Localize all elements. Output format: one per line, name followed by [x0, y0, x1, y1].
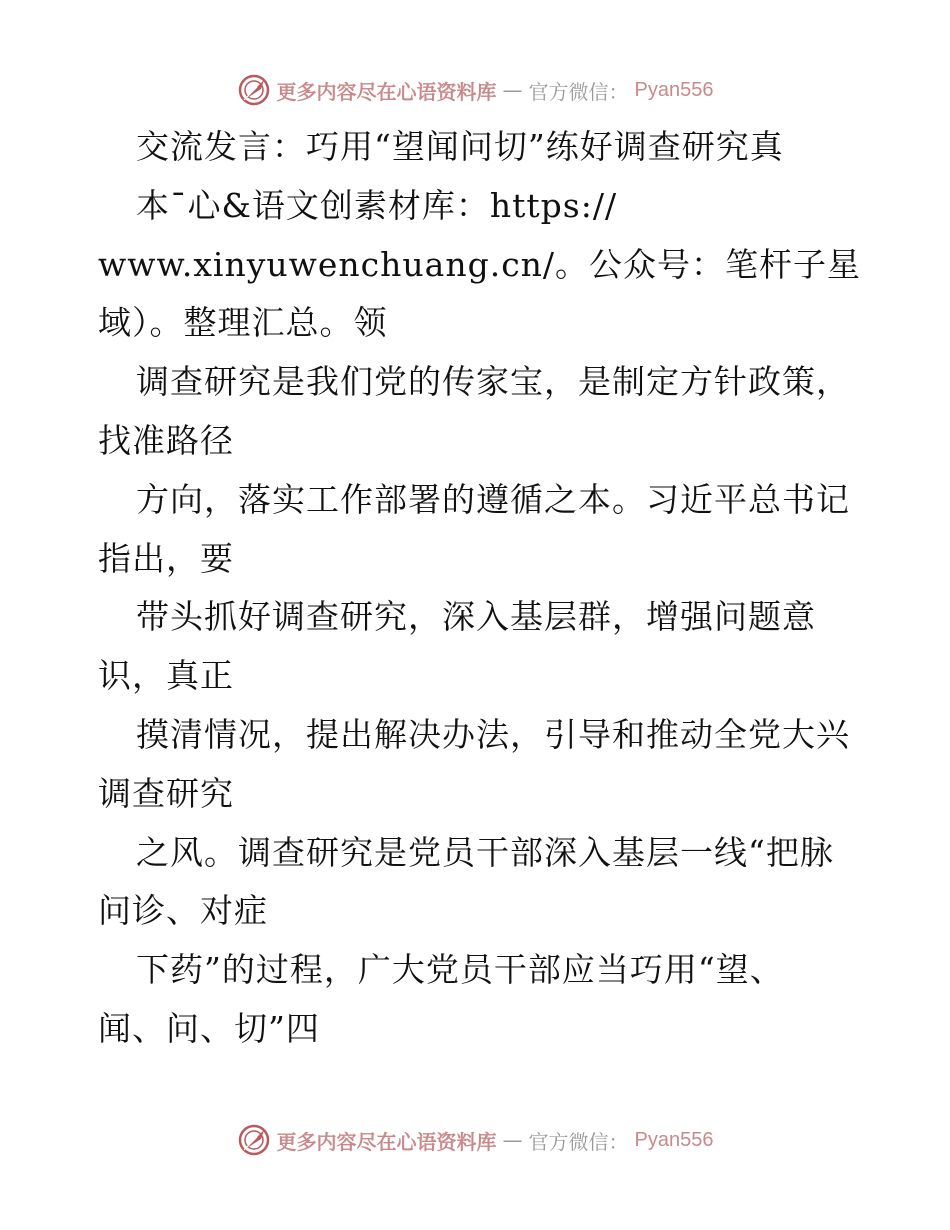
banner-brand-text: 更多内容尽在心语资料库: [276, 79, 497, 104]
body-line: 域）。整理汇总。领: [98, 303, 388, 343]
footer-wechat-label: 官方微信：: [528, 1129, 629, 1154]
body-line: 交流发言：巧用“望闻问切”练好调查研究真: [136, 127, 784, 166]
body-line: 方向，落实工作部署的遵循之本。习近平总书记: [136, 479, 850, 519]
banner-wechat-label: 官方微信：: [528, 79, 629, 104]
body-line: 下药”的过程，广大党员干部应当巧用“望、: [136, 950, 784, 990]
body-line: 调查研究是我们党的传家宝，是制定方针政策，: [136, 362, 850, 402]
footer-banner: [0, 1120, 950, 1160]
body-line: 本¯心&语文创素材库：https://: [136, 185, 618, 225]
quill-pen-logo-icon: [237, 73, 271, 107]
body-line: 之风。调查研究是党员干部深入基层一线“把脉: [136, 832, 834, 872]
body-line: 找准路径: [98, 420, 234, 460]
body-line: 识，真正: [98, 656, 234, 696]
body-line: 指出，要: [98, 538, 234, 578]
footer-wechat-id: Pyan556: [634, 1128, 714, 1151]
document-body: [98, 118, 878, 1059]
footer-dash: —: [502, 1128, 523, 1152]
body-line: 带头抓好调查研究，深入基层群，增强问题意: [136, 597, 816, 637]
body-line: 调查研究: [98, 773, 234, 813]
footer-brand-text: 更多内容尽在心语资料库: [276, 1129, 497, 1154]
body-line: www.xinyuwenchuang.cn/。公众号：笔杆子星: [98, 244, 862, 284]
banner-wechat-id: Pyan556: [634, 78, 714, 101]
body-line: 闻、问、切”四: [98, 1008, 320, 1048]
body-line: 摸清情况，提出解决办法，引导和推动全党大兴: [136, 714, 850, 754]
body-line: 问诊、对症: [98, 891, 268, 931]
quill-pen-logo-icon: [237, 1123, 271, 1157]
header-banner: [0, 70, 950, 110]
banner-dash: —: [502, 78, 523, 102]
